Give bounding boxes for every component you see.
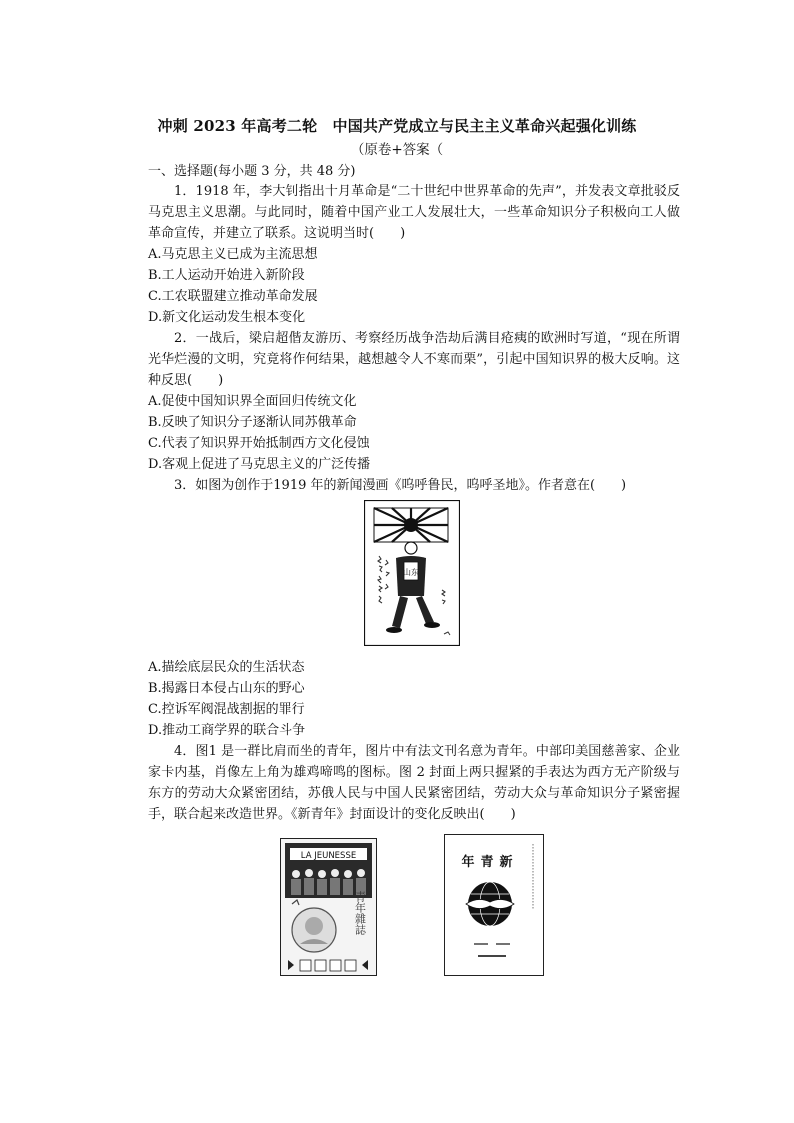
document-title: 冲刺 2023 年高考二轮 中国共产党成立与民主主义革命兴起强化训练 xyxy=(157,117,637,135)
question-2-stem: 2．一战后，梁启超偕友游历、考察经历战争浩劫后满目疮痍的欧洲时写道，“现在所谓光华烂漫的文明，究竟将作何结果，越想越令人不寒而栗”，引起中国知识界的极大反响。这种反思( ) xyxy=(148,331,680,388)
question-4-stem: 4．图1 是一群比肩而坐的青年，图片中有法文刊名意为青年。中部印美国慈善家、企业家卡内基，肖像左上角为雄鸡啼鸣的图标。图 2 封面上两只握紧的手表达为西方无产阶级与东方的劳动大众紧密团结，苏俄人民与中国人民紧密团结，劳动大众与革命知识分子紧密握手，联合起来改造世界。《新青年》封面设计的变化反映出( ) xyxy=(148,744,680,822)
magazine-cover-2-illustration xyxy=(444,834,544,976)
question-2-option-d: D.客观上促进了马克思主义的广泛传播 xyxy=(148,457,371,472)
section-heading: 一、选择题(每小题 3 分，共 48 分) xyxy=(148,164,356,179)
question-1-option-c: C.工农联盟建立推动革命发展 xyxy=(148,289,318,304)
cartoon-illustration xyxy=(364,500,460,646)
document-subtitle: （原卷+答案（ xyxy=(350,142,444,158)
question-3-option-d: D.推动工商学界的联合斗争 xyxy=(148,723,306,738)
question-1-option-d: D.新文化运动发生根本变化 xyxy=(148,310,306,325)
cover-2-title: 年青新 xyxy=(461,855,519,870)
question-1-option-a: A.马克思主义已成为主流思想 xyxy=(148,247,318,262)
question-1-stem: 1．1918 年，李大钊指出十月革命是“二十世纪中世界革命的先声”，并发表文章批驳反马克思主义思潮。与此同时，随着中国产业工人发展壮大，一些革命知识分子积极向工人做革命宣传，并建立了联系。这说明当时( ) xyxy=(148,184,680,241)
question-3-option-a: A.描绘底层民众的生活状态 xyxy=(148,660,305,675)
question-3-option-b: B.揭露日本侵占山东的野心 xyxy=(148,681,305,696)
question-3-option-c: C.控诉军阀混战割据的罪行 xyxy=(148,702,305,717)
question-1-option-b: B.工人运动开始进入新阶段 xyxy=(148,268,305,283)
magazine-cover-2 xyxy=(444,834,544,976)
cover-1-side-title: 青年雜誌 xyxy=(353,891,367,935)
magazine-cover-1-illustration xyxy=(280,838,377,976)
cartoon-label: 山东 xyxy=(403,568,419,577)
question-3-stem: 3．如图为创作于1919 年的新闻漫画《呜呼鲁民，呜呼圣地》。作者意在( ) xyxy=(174,478,627,493)
question-2-option-c: C.代表了知识界开始抵制西方文化侵蚀 xyxy=(148,436,370,451)
cartoon-figure xyxy=(364,500,460,646)
question-2-option-a: A.促使中国知识界全面回归传统文化 xyxy=(148,394,357,409)
magazine-cover-1 xyxy=(280,838,377,976)
cover-1-title: LA JEUNESSE xyxy=(300,851,357,861)
question-2-option-b: B.反映了知识分子逐渐认同苏俄革命 xyxy=(148,415,357,430)
